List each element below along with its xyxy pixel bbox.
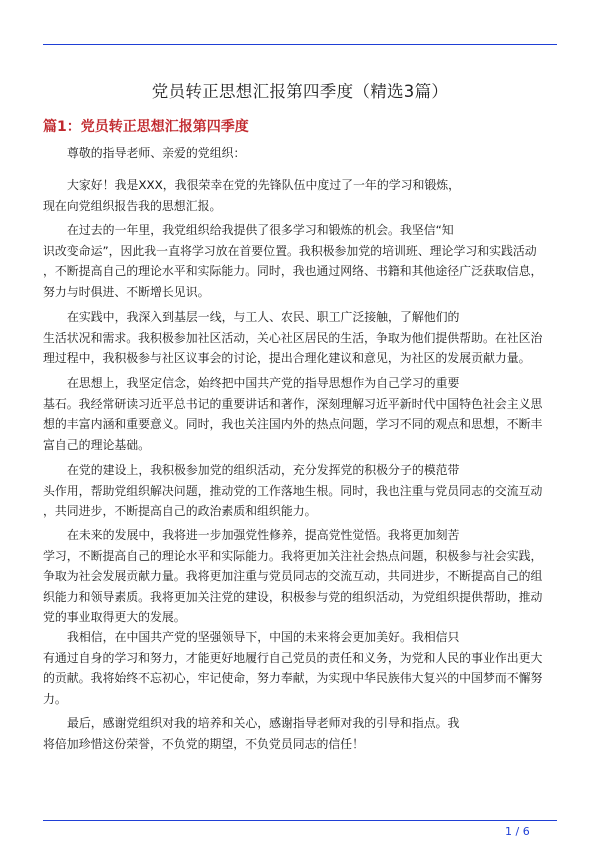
paragraph <box>43 220 567 302</box>
text-line: 我相信，在中国共产党的坚强领导下，中国的未来将会更加美好。我相信只 <box>67 630 460 644</box>
text-line: ，不断提高自己的理论水平和实际能力。同时，我也通过网络、书籍和其他途径广泛获取信息， <box>43 264 543 279</box>
text-line: 党的事业取得更大的发展。 <box>43 610 186 625</box>
text-line: 在过去的一年里，我党组织给我提供了很多学习和锻炼的机会。我坚信“知 <box>67 223 454 237</box>
text-line: 努力与时俱进、不断增长见识。 <box>43 284 210 299</box>
page-number: 1 / 6 <box>505 825 530 838</box>
text-line: 最后，感谢党组织对我的培养和关心，感谢指导老师对我的引导和指点。我 <box>67 716 460 730</box>
text-line: 识改变命运”，因此我一直将学习放在首要位置。我积极参加党的培训班、理论学习和实践活动 <box>43 243 537 258</box>
section-heading: 篇1：党员转正思想汇报第四季度 <box>43 119 249 135</box>
text-line: 在思想上，我坚定信念，始终把中国共产党的指导思想作为自己学习的重要 <box>67 376 460 390</box>
paragraph <box>43 175 567 216</box>
paragraph <box>43 460 567 522</box>
text-line: 织能力和领导素质。我将更加关注党的建设，积极参与党的组织活动，为党组织提供帮助，推动 <box>43 589 543 604</box>
text-line: 将倍加珍惜这份荣誉，不负党的期望，不负党员同志的信任！ <box>43 736 365 751</box>
text-line: 基石。我经常研读习近平总书记的重要讲话和著作，深刻理解习近平新时代中国特色社会主义思 <box>43 396 543 411</box>
text-line: 在党的建设上，我积极参加党的组织活动，充分发挥党的积极分子的模范带 <box>67 463 460 477</box>
text-line: 想的丰富内涵和重要意义。同时，我也关注国内外的热点问题，学习不同的观点和思想，不断丰 <box>43 417 543 432</box>
text-line: 大家好！我是XXX，我很荣幸在党的先锋队伍中度过了一年的学习和锻炼， <box>67 178 461 192</box>
text-line: 争取为社会发展贡献力量。我将更加注重与党员同志的交流互动，共同进步，不断提高自己的组 <box>43 569 543 584</box>
text-line: 富自己的理论基础。 <box>43 437 151 452</box>
paragraph <box>43 373 567 455</box>
text-line: 生活状况和需求。我积极参加社区活动，关心社区居民的生活，争取为他们提供帮助。在社区治 <box>43 330 543 345</box>
text-line: 尊敬的指导老师、亲爱的党组织： <box>67 146 246 160</box>
text-line: 有通过自身的学习和努力，才能更好地履行自己党员的责任和义务，为党和人民的事业作出更大 <box>43 650 543 665</box>
text-line: 的贡献。我将始终不忘初心，牢记使命，努力奉献，为实现中华民族伟大复兴的中国梦而不懈努 <box>43 671 543 686</box>
text-line: 在未来的发展中，我将进一步加强党性修养，提高党性觉悟。我将更加刻苦 <box>67 528 460 542</box>
document-title: 党员转正思想汇报第四季度（精选3篇） <box>151 82 449 101</box>
text-line: 力。 <box>43 691 67 706</box>
paragraph <box>43 627 567 709</box>
paragraph <box>67 143 567 164</box>
header-rule <box>43 44 557 45</box>
footer-rule <box>43 820 557 821</box>
paragraph <box>43 525 567 628</box>
text-line: ，共同进步，不断提高自己的政治素质和组织能力。 <box>43 504 317 519</box>
paragraph <box>43 713 567 754</box>
text-line: 在实践中，我深入到基层一线，与工人、农民、职工广泛接触，了解他们的 <box>67 310 460 324</box>
text-line: 学习，不断提高自己的理论水平和实际能力。我将更加关注社会热点问题，积极参与社会实践， <box>43 548 543 563</box>
text-line: 理过程中，我积极参与社区议事会的讨论，提出合理化建议和意见，为社区的发展贡献力量。 <box>43 351 531 366</box>
text-line: 头作用，帮助党组织解决问题，推动党的工作落地生根。同时，我也注重与党员同志的交流互动 <box>43 483 543 498</box>
text-line: 现在向党组织报告我的思想汇报。 <box>43 198 222 213</box>
paragraph <box>43 307 567 369</box>
